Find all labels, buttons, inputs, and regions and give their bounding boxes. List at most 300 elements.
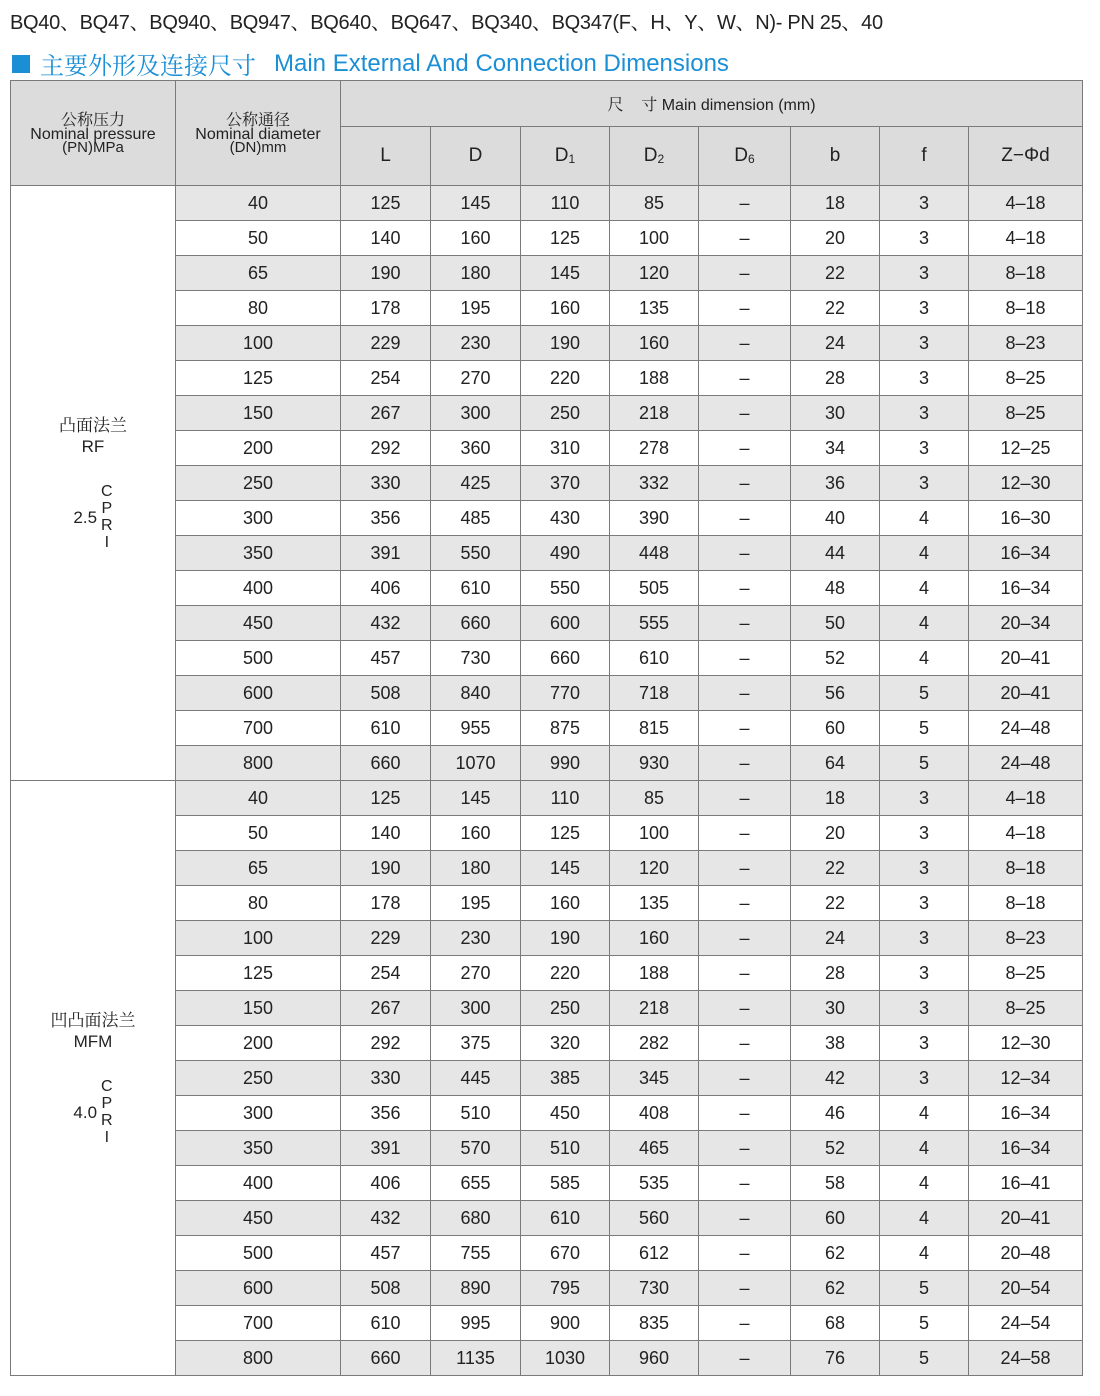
cell-b: 42 xyxy=(791,1061,880,1096)
cell-d1: 250 xyxy=(521,396,610,431)
cell-f: 4 xyxy=(880,1166,969,1201)
cell-b: 22 xyxy=(791,886,880,921)
cell-dn: 500 xyxy=(176,641,341,676)
cell-d6: – xyxy=(699,886,791,921)
cell-l: 508 xyxy=(341,1271,431,1306)
cell-dn: 400 xyxy=(176,571,341,606)
cell-zd: 8–25 xyxy=(969,361,1083,396)
cell-d2: 612 xyxy=(610,1236,699,1271)
cell-d2: 815 xyxy=(610,711,699,746)
cell-dn: 150 xyxy=(176,991,341,1026)
cell-d6: – xyxy=(699,781,791,816)
cell-d2: 188 xyxy=(610,956,699,991)
header-dim-5: b xyxy=(791,127,880,186)
cell-f: 4 xyxy=(880,1131,969,1166)
cell-dn: 300 xyxy=(176,501,341,536)
cell-f: 3 xyxy=(880,186,969,221)
cell-d: 180 xyxy=(431,851,521,886)
cell-d6: – xyxy=(699,1306,791,1341)
cell-dn: 450 xyxy=(176,1201,341,1236)
cell-d2: 560 xyxy=(610,1201,699,1236)
cell-d: 195 xyxy=(431,291,521,326)
cell-d6: – xyxy=(699,1236,791,1271)
flange-type-cn: 凹凸面法兰 xyxy=(50,1011,136,1030)
cell-d1: 250 xyxy=(521,991,610,1026)
cell-b: 28 xyxy=(791,361,880,396)
cell-b: 52 xyxy=(791,1131,880,1166)
cell-zd: 20–48 xyxy=(969,1236,1083,1271)
cell-b: 60 xyxy=(791,711,880,746)
section-title-en: Main External And Connection Dimensions xyxy=(274,49,729,77)
cell-b: 58 xyxy=(791,1166,880,1201)
cell-d6: – xyxy=(699,956,791,991)
cell-b: 48 xyxy=(791,571,880,606)
cell-dn: 80 xyxy=(176,291,341,326)
cell-b: 62 xyxy=(791,1236,880,1271)
cell-zd: 16–30 xyxy=(969,501,1083,536)
cell-d6: – xyxy=(699,1166,791,1201)
cell-zd: 12–30 xyxy=(969,466,1083,501)
cell-d: 160 xyxy=(431,221,521,256)
cell-d6: – xyxy=(699,256,791,291)
cell-b: 76 xyxy=(791,1341,880,1376)
cell-zd: 8–18 xyxy=(969,851,1083,886)
cell-d: 510 xyxy=(431,1096,521,1131)
cell-d1: 795 xyxy=(521,1271,610,1306)
cell-l: 391 xyxy=(341,536,431,571)
cell-d6: – xyxy=(699,746,791,781)
cell-d6: – xyxy=(699,1201,791,1236)
cell-d2: 465 xyxy=(610,1131,699,1166)
cell-zd: 16–34 xyxy=(969,1096,1083,1131)
cell-l: 140 xyxy=(341,221,431,256)
cell-l: 406 xyxy=(341,1166,431,1201)
cell-l: 356 xyxy=(341,1096,431,1131)
cell-d: 145 xyxy=(431,781,521,816)
cell-l: 391 xyxy=(341,1131,431,1166)
cell-d: 270 xyxy=(431,956,521,991)
cell-d6: – xyxy=(699,851,791,886)
cell-f: 4 xyxy=(880,1096,969,1131)
cell-d: 1070 xyxy=(431,746,521,781)
header-dim-4: $D_6$ xyxy=(699,127,791,186)
cell-f: 3 xyxy=(880,256,969,291)
cell-d: 840 xyxy=(431,676,521,711)
cell-d2: 332 xyxy=(610,466,699,501)
cell-d2: 718 xyxy=(610,676,699,711)
cell-d2: 135 xyxy=(610,291,699,326)
cell-d6: – xyxy=(699,536,791,571)
cell-d: 145 xyxy=(431,186,521,221)
cell-d2: 160 xyxy=(610,326,699,361)
cell-d2: 135 xyxy=(610,886,699,921)
model-list-title: BQ40、BQ47、BQ940、BQ947、BQ640、BQ647、BQ340、BQ347(F、H、Y、W、N)- PN 25、40 xyxy=(10,12,883,34)
cell-l: 229 xyxy=(341,326,431,361)
cell-d2: 85 xyxy=(610,781,699,816)
cell-dn: 350 xyxy=(176,536,341,571)
cell-f: 3 xyxy=(880,991,969,1026)
cell-d: 995 xyxy=(431,1306,521,1341)
cell-d1: 900 xyxy=(521,1306,610,1341)
cell-f: 3 xyxy=(880,886,969,921)
cell-d1: 145 xyxy=(521,851,610,886)
cell-b: 64 xyxy=(791,746,880,781)
cell-b: 22 xyxy=(791,291,880,326)
cell-f: 4 xyxy=(880,501,969,536)
cell-zd: 16–34 xyxy=(969,571,1083,606)
cell-d: 180 xyxy=(431,256,521,291)
cell-d: 550 xyxy=(431,536,521,571)
cell-d6: – xyxy=(699,1341,791,1376)
cell-d2: 120 xyxy=(610,851,699,886)
table-row xyxy=(11,186,1083,221)
cell-zd: 20–41 xyxy=(969,641,1083,676)
cell-d2: 188 xyxy=(610,361,699,396)
cell-d: 230 xyxy=(431,921,521,956)
cell-dn: 150 xyxy=(176,396,341,431)
cell-dn: 400 xyxy=(176,1166,341,1201)
cell-f: 3 xyxy=(880,221,969,256)
cell-f: 5 xyxy=(880,1341,969,1376)
cell-zd: 16–34 xyxy=(969,536,1083,571)
cell-f: 3 xyxy=(880,291,969,326)
cell-d1: 110 xyxy=(521,781,610,816)
cell-zd: 20–34 xyxy=(969,606,1083,641)
cell-zd: 20–41 xyxy=(969,676,1083,711)
cell-d2: 535 xyxy=(610,1166,699,1201)
cell-zd: 4–18 xyxy=(969,816,1083,851)
cell-zd: 8–23 xyxy=(969,326,1083,361)
cell-zd: 8–25 xyxy=(969,991,1083,1026)
cell-f: 3 xyxy=(880,431,969,466)
cell-l: 457 xyxy=(341,641,431,676)
cell-f: 3 xyxy=(880,1026,969,1061)
header-dim-2: $D_1$ xyxy=(521,127,610,186)
cell-dn: 100 xyxy=(176,921,341,956)
cell-zd: 8–18 xyxy=(969,256,1083,291)
cell-f: 3 xyxy=(880,956,969,991)
cell-d: 300 xyxy=(431,396,521,431)
section-heading xyxy=(12,46,729,81)
cell-d6: – xyxy=(699,291,791,326)
cell-f: 4 xyxy=(880,1201,969,1236)
cell-b: 38 xyxy=(791,1026,880,1061)
cell-f: 5 xyxy=(880,711,969,746)
cell-dn: 80 xyxy=(176,886,341,921)
cell-l: 508 xyxy=(341,676,431,711)
cell-b: 50 xyxy=(791,606,880,641)
cell-zd: 8–18 xyxy=(969,291,1083,326)
cell-d: 485 xyxy=(431,501,521,536)
cell-d1: 310 xyxy=(521,431,610,466)
pressure-unit-vertical: C P R I xyxy=(101,483,113,551)
cell-d: 195 xyxy=(431,886,521,921)
cell-d2: 835 xyxy=(610,1306,699,1341)
cell-d6: – xyxy=(699,921,791,956)
pressure-value: 4.0 xyxy=(73,1102,98,1122)
section-title-cn: 主要外形及连接尺寸 xyxy=(40,53,256,80)
cell-d1: 220 xyxy=(521,361,610,396)
cell-d2: 120 xyxy=(610,256,699,291)
cell-d: 955 xyxy=(431,711,521,746)
cell-f: 4 xyxy=(880,536,969,571)
cell-b: 24 xyxy=(791,921,880,956)
cell-d1: 550 xyxy=(521,571,610,606)
cell-d6: – xyxy=(699,606,791,641)
cell-d1: 190 xyxy=(521,326,610,361)
cell-d6: – xyxy=(699,1096,791,1131)
cell-f: 3 xyxy=(880,396,969,431)
cell-f: 5 xyxy=(880,676,969,711)
cell-d1: 600 xyxy=(521,606,610,641)
cell-f: 3 xyxy=(880,921,969,956)
pressure-unit-vertical: C P R I xyxy=(101,1078,113,1146)
cell-d1: 220 xyxy=(521,956,610,991)
cell-dn: 800 xyxy=(176,1341,341,1376)
cell-l: 610 xyxy=(341,711,431,746)
cell-l: 610 xyxy=(341,1306,431,1341)
cell-d1: 385 xyxy=(521,1061,610,1096)
cell-d1: 190 xyxy=(521,921,610,956)
cell-l: 190 xyxy=(341,851,431,886)
cell-dn: 65 xyxy=(176,851,341,886)
cell-d: 160 xyxy=(431,816,521,851)
cell-d: 425 xyxy=(431,466,521,501)
pressure-value: 2.5 xyxy=(73,507,98,527)
cell-b: 18 xyxy=(791,186,880,221)
cell-f: 3 xyxy=(880,326,969,361)
header-dim-7: Z−Φd xyxy=(969,127,1083,186)
dimensions-table xyxy=(10,80,1083,1376)
flange-group-label xyxy=(11,781,176,1376)
cell-d2: 85 xyxy=(610,186,699,221)
header-dim-1: D xyxy=(431,127,521,186)
cell-zd: 4–18 xyxy=(969,186,1083,221)
cell-b: 20 xyxy=(791,816,880,851)
cell-d2: 100 xyxy=(610,221,699,256)
cell-d1: 160 xyxy=(521,886,610,921)
cell-b: 20 xyxy=(791,221,880,256)
cell-b: 34 xyxy=(791,431,880,466)
cell-d1: 770 xyxy=(521,676,610,711)
cell-d2: 555 xyxy=(610,606,699,641)
cell-l: 190 xyxy=(341,256,431,291)
cell-d2: 730 xyxy=(610,1271,699,1306)
cell-d1: 430 xyxy=(521,501,610,536)
cell-d6: – xyxy=(699,501,791,536)
cell-d6: – xyxy=(699,711,791,746)
cell-l: 125 xyxy=(341,186,431,221)
cell-l: 292 xyxy=(341,1026,431,1061)
cell-l: 330 xyxy=(341,466,431,501)
cell-d6: – xyxy=(699,571,791,606)
cell-d1: 1030 xyxy=(521,1341,610,1376)
cell-zd: 4–18 xyxy=(969,781,1083,816)
cell-d2: 282 xyxy=(610,1026,699,1061)
cell-d1: 110 xyxy=(521,186,610,221)
cell-dn: 250 xyxy=(176,1061,341,1096)
cell-d2: 278 xyxy=(610,431,699,466)
cell-b: 52 xyxy=(791,641,880,676)
square-bullet-icon xyxy=(12,55,30,73)
cell-d2: 100 xyxy=(610,816,699,851)
cell-zd: 8–25 xyxy=(969,956,1083,991)
cell-d1: 990 xyxy=(521,746,610,781)
cell-dn: 200 xyxy=(176,1026,341,1061)
cell-dn: 65 xyxy=(176,256,341,291)
cell-l: 406 xyxy=(341,571,431,606)
cell-d6: – xyxy=(699,991,791,1026)
cell-dn: 40 xyxy=(176,781,341,816)
cell-d: 680 xyxy=(431,1201,521,1236)
cell-dn: 125 xyxy=(176,361,341,396)
cell-l: 432 xyxy=(341,606,431,641)
cell-d: 610 xyxy=(431,571,521,606)
cell-b: 30 xyxy=(791,396,880,431)
cell-d6: – xyxy=(699,221,791,256)
cell-b: 24 xyxy=(791,326,880,361)
cell-d2: 390 xyxy=(610,501,699,536)
cell-l: 254 xyxy=(341,956,431,991)
cell-d: 445 xyxy=(431,1061,521,1096)
cell-d1: 125 xyxy=(521,221,610,256)
cell-l: 432 xyxy=(341,1201,431,1236)
cell-zd: 24–48 xyxy=(969,711,1083,746)
cell-d2: 960 xyxy=(610,1341,699,1376)
cell-dn: 600 xyxy=(176,676,341,711)
cell-zd: 8–25 xyxy=(969,396,1083,431)
header-dim-3: $D_2$ xyxy=(610,127,699,186)
cell-zd: 20–41 xyxy=(969,1201,1083,1236)
cell-d2: 505 xyxy=(610,571,699,606)
cell-b: 22 xyxy=(791,851,880,886)
cell-d2: 218 xyxy=(610,396,699,431)
cell-zd: 16–41 xyxy=(969,1166,1083,1201)
cell-f: 3 xyxy=(880,361,969,396)
cell-zd: 12–34 xyxy=(969,1061,1083,1096)
flange-group-label xyxy=(11,186,176,781)
cell-f: 5 xyxy=(880,1271,969,1306)
cell-l: 660 xyxy=(341,746,431,781)
cell-d6: – xyxy=(699,1131,791,1166)
cell-f: 4 xyxy=(880,606,969,641)
cell-l: 140 xyxy=(341,816,431,851)
cell-d6: – xyxy=(699,431,791,466)
cell-d: 230 xyxy=(431,326,521,361)
cell-d6: – xyxy=(699,396,791,431)
cell-d: 660 xyxy=(431,606,521,641)
cell-l: 457 xyxy=(341,1236,431,1271)
cell-dn: 500 xyxy=(176,1236,341,1271)
cell-dn: 50 xyxy=(176,816,341,851)
cell-f: 3 xyxy=(880,851,969,886)
header-nominal-diameter: 公称通径 Nominal diameter (DN)mm xyxy=(176,81,341,186)
cell-dn: 350 xyxy=(176,1131,341,1166)
header-dim-6: f xyxy=(880,127,969,186)
cell-d2: 448 xyxy=(610,536,699,571)
cell-dn: 600 xyxy=(176,1271,341,1306)
cell-d1: 510 xyxy=(521,1131,610,1166)
flange-type-en: MFM xyxy=(73,1032,113,1051)
cell-d: 375 xyxy=(431,1026,521,1061)
cell-d1: 610 xyxy=(521,1201,610,1236)
cell-d6: – xyxy=(699,326,791,361)
cell-dn: 100 xyxy=(176,326,341,361)
cell-zd: 12–25 xyxy=(969,431,1083,466)
cell-zd: 8–23 xyxy=(969,921,1083,956)
cell-b: 36 xyxy=(791,466,880,501)
cell-dn: 50 xyxy=(176,221,341,256)
cell-dn: 700 xyxy=(176,1306,341,1341)
cell-f: 5 xyxy=(880,1306,969,1341)
cell-d2: 610 xyxy=(610,641,699,676)
cell-d1: 370 xyxy=(521,466,610,501)
cell-d6: – xyxy=(699,816,791,851)
cell-l: 267 xyxy=(341,991,431,1026)
cell-b: 30 xyxy=(791,991,880,1026)
cell-d1: 585 xyxy=(521,1166,610,1201)
cell-l: 178 xyxy=(341,886,431,921)
cell-l: 125 xyxy=(341,781,431,816)
cell-dn: 800 xyxy=(176,746,341,781)
cell-d6: – xyxy=(699,1061,791,1096)
cell-zd: 20–54 xyxy=(969,1271,1083,1306)
cell-d: 655 xyxy=(431,1166,521,1201)
cell-d: 890 xyxy=(431,1271,521,1306)
cell-d1: 145 xyxy=(521,256,610,291)
cell-dn: 250 xyxy=(176,466,341,501)
cell-b: 68 xyxy=(791,1306,880,1341)
cell-d: 755 xyxy=(431,1236,521,1271)
cell-b: 56 xyxy=(791,676,880,711)
cell-b: 40 xyxy=(791,501,880,536)
cell-dn: 300 xyxy=(176,1096,341,1131)
cell-d6: – xyxy=(699,186,791,221)
cell-d1: 160 xyxy=(521,291,610,326)
cell-d: 1135 xyxy=(431,1341,521,1376)
cell-l: 356 xyxy=(341,501,431,536)
cell-l: 292 xyxy=(341,431,431,466)
cell-d1: 660 xyxy=(521,641,610,676)
cell-d1: 320 xyxy=(521,1026,610,1061)
cell-l: 660 xyxy=(341,1341,431,1376)
cell-d2: 345 xyxy=(610,1061,699,1096)
cell-f: 5 xyxy=(880,746,969,781)
cell-zd: 24–58 xyxy=(969,1341,1083,1376)
cell-d6: – xyxy=(699,676,791,711)
cell-d6: – xyxy=(699,1271,791,1306)
cell-f: 4 xyxy=(880,641,969,676)
cell-d: 270 xyxy=(431,361,521,396)
cell-dn: 700 xyxy=(176,711,341,746)
cell-d1: 450 xyxy=(521,1096,610,1131)
cell-d: 360 xyxy=(431,431,521,466)
cell-b: 22 xyxy=(791,256,880,291)
cell-d1: 490 xyxy=(521,536,610,571)
cell-d: 570 xyxy=(431,1131,521,1166)
cell-d6: – xyxy=(699,1026,791,1061)
cell-f: 3 xyxy=(880,466,969,501)
cell-f: 3 xyxy=(880,1061,969,1096)
cell-zd: 24–54 xyxy=(969,1306,1083,1341)
cell-zd: 12–30 xyxy=(969,1026,1083,1061)
cell-d2: 930 xyxy=(610,746,699,781)
cell-b: 60 xyxy=(791,1201,880,1236)
cell-b: 46 xyxy=(791,1096,880,1131)
cell-b: 62 xyxy=(791,1271,880,1306)
cell-d1: 875 xyxy=(521,711,610,746)
header-nominal-pressure: 公称压力 Nominal pressure (PN)MPa xyxy=(11,81,176,186)
